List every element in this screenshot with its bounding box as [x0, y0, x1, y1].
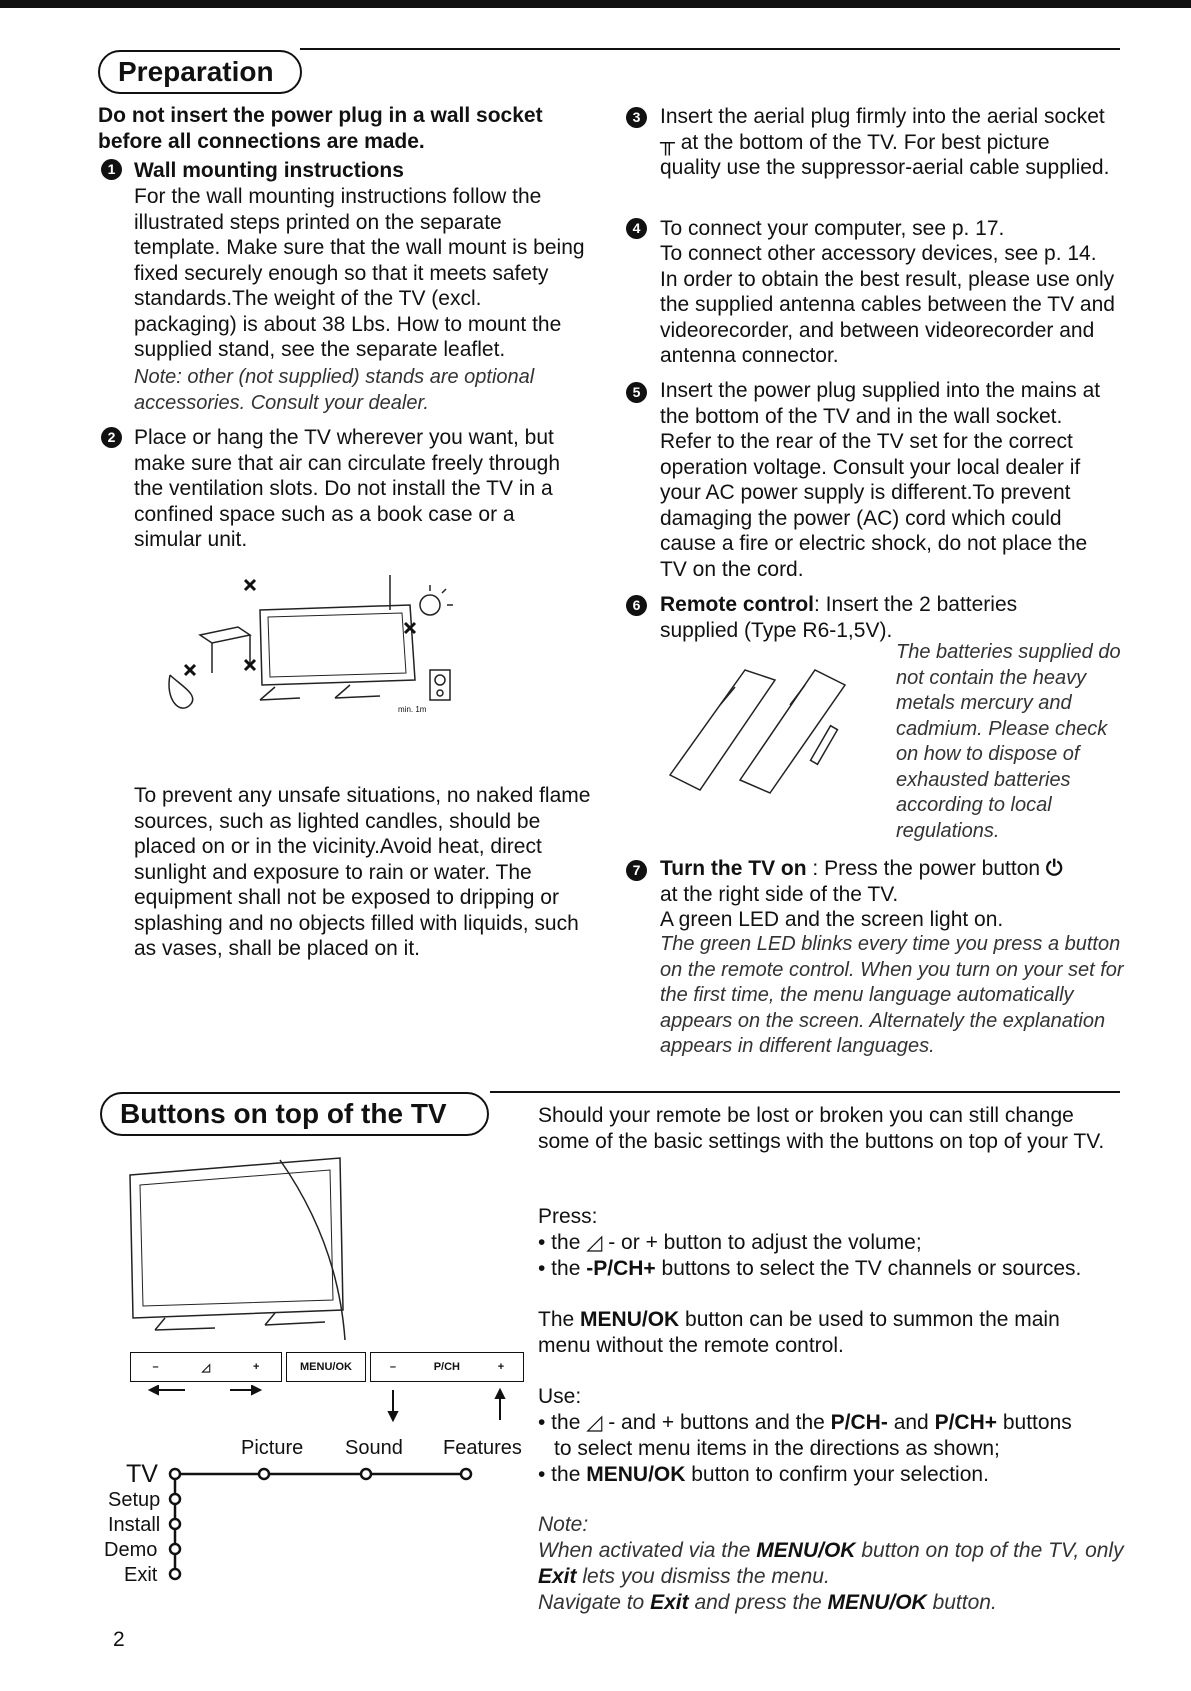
step-6-text — [660, 592, 1060, 643]
note-1c: button on top of the TV, only — [861, 1539, 1124, 1562]
menu-label-demo: Demo — [104, 1539, 158, 1561]
note-2a: Exit — [538, 1565, 577, 1588]
note-line-1 — [538, 1538, 1128, 1564]
step-4-number: 4 — [626, 218, 647, 239]
step-7-number: 7 — [626, 860, 647, 881]
step-3-text-b: at the bottom of the TV. For best picture quality use the suppressor-aerial cable supplied. — [660, 130, 1110, 179]
step-1-number: 1 — [101, 159, 122, 180]
buttons-intro: Should your remote be lost or broken you can still change some of the basic settings with the buttons on top of your TV. — [538, 1104, 1105, 1153]
pch-button-box[interactable] — [370, 1352, 524, 1382]
use-1c: P/CH- — [830, 1411, 888, 1434]
menu-label-picture: Picture — [241, 1437, 304, 1459]
note-3b: Exit — [650, 1591, 689, 1614]
step-7-title: Turn the TV on — [660, 857, 807, 880]
note-line-3 — [538, 1590, 1128, 1616]
menu-c: button can be used to summon the main menu without the remote control. — [538, 1308, 1060, 1357]
step-7-text3: A green LED and the screen light on. — [660, 908, 1004, 931]
use-1a: • the — [538, 1411, 581, 1434]
note-title: Note: — [538, 1513, 589, 1536]
press-2c: buttons to select the TV channels or sources. — [661, 1257, 1082, 1280]
step-3-number: 3 — [626, 107, 647, 128]
menu-ok-label: MENU/OK — [300, 1361, 352, 1373]
menu-label-exit: Exit — [124, 1564, 158, 1586]
step-2-text: Place or hang the TV wherever you want, but make sure that air can circulate freely through the ventilation slots. Do not install the TV in a confined space such as a book case or a simular unit. — [134, 426, 561, 551]
step-6-body: : Insert the 2 batteries supplied (Type R6-1,5V). — [660, 593, 1018, 642]
safety-text: To prevent any unsafe situations, no naked flame sources, such as lighted candles, should be placed on or in the vicinity.Avoid heat, direct sunlight and exposure to rain or water. The equipment shall not be exposed to dripping or splashing and no objects filled with liquids, such as vases, shall be placed on it. — [134, 784, 591, 960]
pch-label: P/CH — [433, 1361, 460, 1373]
step-7-text — [660, 856, 1120, 933]
use-label: Use: — [538, 1385, 582, 1408]
warning-text: Do not insert the power plug in a wall socket before all connections are made. — [98, 104, 543, 153]
press-1b: - or + button to adjust the volume; — [608, 1231, 922, 1254]
menu-ok-button[interactable] — [286, 1352, 366, 1382]
top-border — [0, 0, 1191, 8]
menu-description — [538, 1307, 1098, 1358]
volume-plus[interactable]: + — [253, 1361, 260, 1373]
step-1-note: Note: other (not supplied) stands are optional accessories. Consult your dealer. — [134, 366, 535, 414]
volume-symbol-icon-2: ◿ — [586, 1411, 603, 1434]
page-number: 2 — [113, 1628, 125, 1651]
preparation-rule — [300, 48, 1120, 50]
step-6-title: Remote control — [660, 593, 815, 616]
note-1b: MENU/OK — [756, 1539, 856, 1562]
use-1d: and — [893, 1411, 929, 1434]
press-2a: • the — [538, 1257, 581, 1280]
menu-tree-diagram — [165, 1462, 485, 1582]
menu-b: MENU/OK — [580, 1308, 680, 1331]
press-2b: -P/CH+ — [586, 1257, 656, 1280]
use-1b: - and + buttons and the — [608, 1411, 825, 1434]
step-4-text2: To connect other accessory devices, see p. 14. In order to obtain the best result, please use only the supplied antenna cables between the TV and videorecorder, and between videorecorder and antenna connector. — [660, 242, 1115, 367]
volume-symbol-icon: ◿ — [586, 1231, 603, 1254]
press-1a: • the — [538, 1231, 581, 1254]
use-item-2 — [538, 1462, 1118, 1488]
press-label: Press: — [538, 1205, 598, 1228]
remote-batteries-illustration — [660, 665, 890, 795]
tv-top-illustration — [125, 1150, 365, 1340]
step-1-text: For the wall mounting instructions follow the illustrated steps printed on the separate template. Make sure that the wall mount is being fixed securely enough so that it meets safety standards.The weight of the TV (excl. packaging) is about 38 Lbs. How to mount the supplied stand, see the separate leaflet. — [134, 185, 585, 361]
use-2a: • the — [538, 1463, 581, 1486]
volume-icon: ◿ — [201, 1361, 211, 1374]
note-line-2 — [538, 1564, 1128, 1590]
note-1a: When activated via the — [538, 1539, 751, 1562]
step-1-title: Wall mounting instructions — [134, 159, 404, 182]
step-7-body: : Press the power button — [806, 857, 1041, 880]
step-5-text: Insert the power plug supplied into the mains at the bottom of the TV and in the wall socket. Refer to the rear of the TV set for the correct operation voltage. Consult your local dealer if your AC power supply is different.To prevent damaging the power (AC) cord which could cause a fire or electric shock, do not place the TV on the cord. — [660, 379, 1101, 581]
step-7-note: The green LED blinks every time you press a button on the remote control. When you turn on your set for the first time, the menu language automatically appears on the screen. Alternately the explanation appears in different languages. — [660, 933, 1124, 1057]
buttons-heading: Buttons on top of the TV — [100, 1092, 489, 1136]
pch-minus[interactable]: – — [389, 1361, 396, 1373]
use-1e: P/CH+ — [934, 1411, 998, 1434]
press-item-volume — [538, 1230, 1118, 1256]
menu-label-tv: TV — [126, 1460, 158, 1488]
menu-a: The — [538, 1308, 575, 1331]
menu-label-features: Features — [443, 1437, 522, 1459]
step-2-number: 2 — [101, 427, 122, 448]
step-6-note: The batteries supplied do not contain the heavy metals mercury and cadmium. Please check on how to dispose of exhausted batteries according to local regulations. — [896, 641, 1121, 842]
note-3a: Navigate to — [538, 1591, 645, 1614]
step-4-text: To connect your computer, see p. 17. — [660, 217, 1005, 240]
use-item-1-cont: to select menu items in the directions as shown; — [554, 1437, 1000, 1460]
note-2b: lets you dismiss the menu. — [582, 1565, 830, 1588]
step-7-text2: at the right side of the TV. — [660, 882, 899, 906]
step-5-number: 5 — [626, 382, 647, 403]
use-item-1 — [538, 1410, 1118, 1436]
press-item-channels — [538, 1256, 1118, 1282]
step-6-number: 6 — [626, 595, 647, 616]
buttons-rule — [490, 1091, 1120, 1093]
note-3d: MENU/OK — [827, 1591, 927, 1614]
min-distance-label: min. 1m — [398, 705, 427, 714]
navigation-arrows — [130, 1385, 530, 1425]
menu-label-sound: Sound — [345, 1437, 403, 1459]
pch-plus[interactable]: + — [497, 1361, 505, 1373]
step-3-text-a: Insert the aerial plug firmly into the aerial socket — [660, 105, 1105, 128]
power-icon: ⏻ — [1045, 857, 1063, 880]
menu-label-setup: Setup — [108, 1489, 161, 1511]
volume-button-box[interactable] — [130, 1352, 282, 1382]
volume-minus[interactable]: – — [152, 1361, 159, 1373]
note-3c: and press the — [694, 1591, 822, 1614]
use-2b: MENU/OK — [586, 1463, 686, 1486]
step-3-text — [660, 104, 1110, 181]
aerial-socket-icon: ╥ — [660, 130, 675, 154]
menu-label-install: Install — [108, 1514, 161, 1536]
use-1f: buttons — [1002, 1411, 1072, 1434]
preparation-heading: Preparation — [98, 50, 302, 94]
note-3e: button. — [932, 1591, 997, 1614]
use-2c: button to confirm your selection. — [691, 1463, 989, 1486]
